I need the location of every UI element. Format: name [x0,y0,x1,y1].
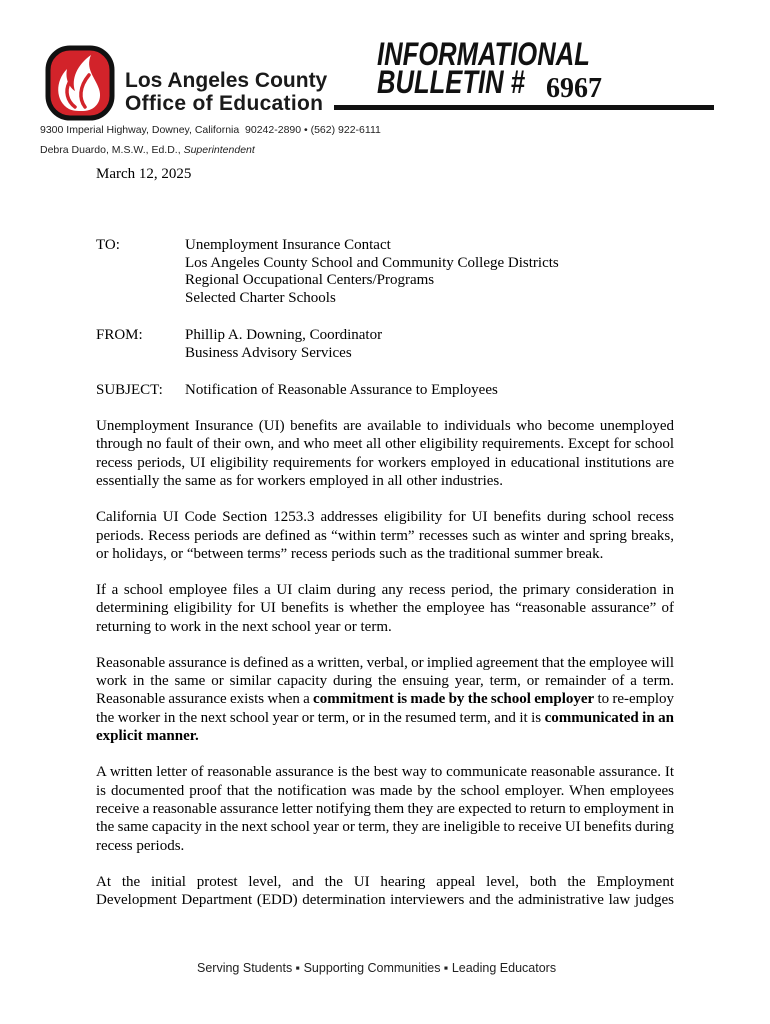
lacoe-flame-logo-icon [45,45,115,121]
bold-text: commitment is made by the school employer [313,691,595,708]
line-text: recess periods, UI eligibility requirements for workers employed in educational institutions are [96,454,674,471]
line-text: A written letter of reasonable assurance is the best way to communicate reasonable assurance. It [96,764,674,781]
bulletin-date: March 12, 2025 [96,166,192,182]
paragraph-line [96,837,674,855]
line-text: the worker in the next school year or term, or in the resumed term, and it is [96,709,545,726]
paragraph-line [96,891,674,909]
line-text: or holidays, or “between terms” recess periods such as the traditional summer break. [96,545,604,562]
org-name-line-2: Office of Education [125,92,324,115]
line-text: receive a reasonable assurance letter notifying them they are expected to return to employment in [96,800,674,817]
paragraph-line [96,454,674,472]
paragraph-line [96,672,674,690]
to-block [96,237,696,308]
bulletin-number: 6967 [546,73,602,104]
body-paragraph [96,417,674,491]
line-text: to re-employ [594,691,675,708]
paragraph-line [96,599,674,617]
line-text: determining eligibility for UI benefits is whether the employee has “reasonable assurance” of [96,600,674,617]
body-paragraph [96,763,674,855]
paragraph-line [96,417,674,435]
paragraph-line [96,581,674,599]
sender-name: Phillip A. Downing, Coordinator [185,327,383,343]
line-text: periods. Recess periods are defined as “within term” recesses such as winter and spring breaks, [96,527,674,544]
paragraph-line [96,763,674,781]
paragraph-line [96,435,674,453]
paragraph-line [96,727,674,745]
subject-text: Notification of Reasonable Assurance to Employees [185,382,498,398]
paragraph-line [96,782,674,800]
bulletin-heading-line-2: BULLETIN # [377,64,525,100]
header-rule [334,105,714,110]
line-text: work in the same or similar capacity during the ensuing year, term, or remainder of a term. [96,672,674,689]
to-recipient: Unemployment Insurance Contact [185,237,391,253]
subject-block [96,382,696,400]
sender-department: Business Advisory Services [185,344,352,361]
line-text: the same capacity in the next school year or term, they are ineligible to receive UI benefits during [96,819,674,836]
paragraph-line [96,654,674,672]
line-text: Unemployment Insurance (UI) benefits are available to individuals who become unemployed [96,418,674,434]
to-recipient: Regional Occupational Centers/Programs [185,272,435,289]
line-text: Reasonable assurance is defined as a written, verbal, or implied agreement that the employee will [96,654,674,671]
superintendent-name: Debra Duardo, M.S.W., Ed.D., [40,144,181,156]
line-text: through no fault of their own, and who meet all other eligibility requirements. Except for school [96,436,674,453]
line-text: At the initial protest level, and the UI hearing appeal level, both the Employment [96,873,674,890]
line-text: Reasonable assurance exists when a [96,691,314,708]
from-label: FROM: [96,327,143,343]
line-text: returning to work in the next school year or term. [96,618,392,635]
line-text: is documented proof that the notification was made by the school employer. When employees [96,782,674,799]
line-text: Development Department (EDD) determination interviewers and the administrative law judges [96,892,674,909]
footer-tagline: Serving Students ▪ Supporting Communities ▪ Leading Educators [197,961,557,975]
line-text: If a school employee files a UI claim during any recess period, the primary consideration in [96,581,674,598]
paragraph-line [96,618,674,636]
superintendent-line [40,144,255,157]
paragraph-line [96,508,674,526]
line-text: essentially the same as for workers employed in all other industries. [96,473,503,490]
bold-text: explicit manner. [96,728,199,745]
paragraph-line [96,472,674,490]
paragraph-line [96,873,674,891]
body-paragraph [96,581,674,636]
to-recipient: Los Angeles County School and Community College Districts [185,254,559,271]
subject-label: SUBJECT: [96,382,163,398]
to-recipient: Selected Charter Schools [185,290,336,307]
bulletin-heading-line-1: INFORMATIONAL [377,36,590,72]
from-block [96,327,696,362]
paragraph-line [96,709,674,727]
to-label: TO: [96,237,120,253]
bulletin-body [96,417,674,927]
line-text: recess periods. [96,837,185,854]
paragraph-line [96,527,674,545]
to-recipients [185,237,696,308]
body-paragraph [96,508,674,563]
body-paragraph [96,654,674,746]
from-sender [185,327,696,362]
office-address: 9300 Imperial Highway, Downey, California 90242-2890 • (562) 922-6111 [40,124,381,136]
superintendent-title: Superintendent [183,144,255,156]
paragraph-line [96,818,674,836]
bold-text: communicated in an [544,709,674,726]
paragraph-line [96,690,674,708]
org-name-line-1: Los Angeles County [125,69,328,92]
body-paragraph [96,873,674,910]
paragraph-line [96,800,674,818]
line-text: California UI Code Section 1253.3 addresses eligibility for UI benefits during school recess [96,509,674,526]
paragraph-line [96,545,674,563]
